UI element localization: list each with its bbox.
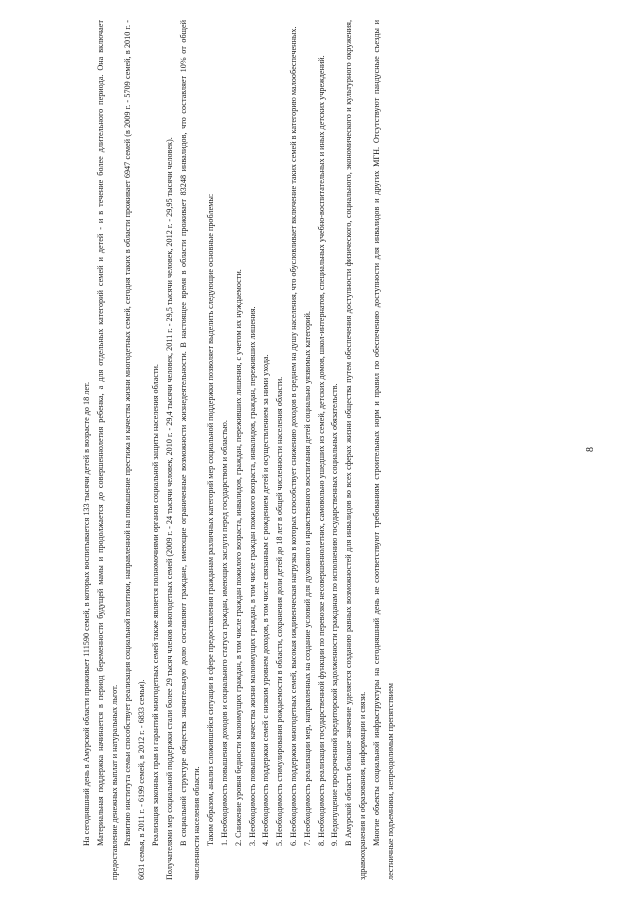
paragraph: В социальной структуре общества значительную долю составляют граждане, имеющие ограниченные возможности жизнедеятельности. В настоящее время в области проживает 83248 инвалидов, что составляет 10% от общей численности населения области.	[178, 20, 202, 880]
paragraph: 9. Недопущение просроченной кредиторской задолженности гражданам по исполнению государственных социальных обязательств.	[330, 383, 340, 846]
document-body	[80, 20, 570, 880]
paragraph: В Амурской области большое значение уделяется созданию равных возможностей для инвалидов во всех сферах жизни общества путем обеспечения доступности физического, социального, экономического и культурного окружения, здравоохранения и образования, информации и связи.	[344, 20, 367, 880]
paragraph: 3. Необходимость повышения качества жизни малоимущих граждан, в том числе граждан пожилого возраста, инвалидов, граждан, переживших лишения.	[247, 306, 257, 846]
paragraph: Получателями мер социальной поддержки стали более 29 тысяч членов многодетных семей (2009 г. - 24 тысячи человек, 2010 г. - 29,4 тысячи человек, 2011 г. - 29,5 тысячи человек, 2012 г. - 29,95 тысячи человек).	[164, 137, 174, 880]
paragraph: 7. Необходимость реализации мер, направленных на создание условий для духовного и нравственного воспитания детей социально уязвимых категорий.	[302, 311, 312, 846]
paragraph: 5. Необходимость стимулирования рождаемости в области, сохранения доли детей до 18 лет в общей численности населения области.	[275, 376, 285, 846]
paragraph: Материальная поддержка начинается в период беременности будущей мамы и продолжается до совершеннолетия ребенка, а для отдельных категорий семей и детей - и в течение более длительного периода. Она включает предоставление денежных выплат и натуральных льгот.	[95, 20, 119, 880]
paragraph: 4. Необходимость поддержки семей с низким уровнем доходов, в том числе связанным с рождением детей и осуществлением за ними ухода.	[261, 354, 271, 846]
paragraph: Многие объекты социальной инфраструктуры на сегодняшний день не соответствуют требованиям строительных норм и правил по обеспечению доступности для инвалидов и других МГН. Отсутствуют пандусные съезды и лестничные подъемники, непреодолимым препятствием	[371, 20, 395, 880]
page-number: 8	[585, 447, 596, 452]
paragraph: 6. Необходимость поддержки многодетных семей, высокая иждивенческая нагрузка в которых способствует снижению доходов в среднем на душу населения, что обусловливает включение таких семей в категорию малообеспеченных.	[288, 26, 298, 846]
paragraph: Развитию института семьи способствует реализация социальной политики, направленной на повышение престижа и качества жизни многодетных семей, сегодня таких в области проживает 6947 семей (в 2009 г. - 5709 семей, в 2010 г. - 6031 семья, в 2011 г. - 6199 семей, в 2012 г. - 6833 семьи).	[123, 20, 147, 880]
paragraph: 8. Необходимость реализации государственной функции по перевозке несовершеннолетних, самовольно ушедших из семей, детских домов, школ-интернатов, специальных учебно-воспитательных и иных детских учреждений.	[316, 55, 326, 846]
paragraph: 1. Необходимость повышения доходов и социального статуса граждан, имеющих заслуги перед государством и областью.	[219, 420, 229, 846]
paragraph: Таким образом, анализ сложившейся ситуации в сфере предоставления гражданам различных категорий мер социальной поддержки позволяет выделить следующие основные проблемы:	[206, 193, 216, 846]
paragraph: 2. Снижение уровня бедности малоимущих граждан, в том числе граждан пожилого возраста, инвалидов, граждан, переживших лишения, с учетом их нуждаемости.	[233, 269, 243, 846]
paragraph: На сегодняшний день в Амурской области проживает 111590 семей, в которых воспитывается 133 тысячи детей в возрасте до 18 лет.	[82, 381, 91, 846]
paragraph: Реализация законных прав и гарантий многодетных семей также является полномочиями органов социальной защиты населения области.	[150, 364, 160, 846]
